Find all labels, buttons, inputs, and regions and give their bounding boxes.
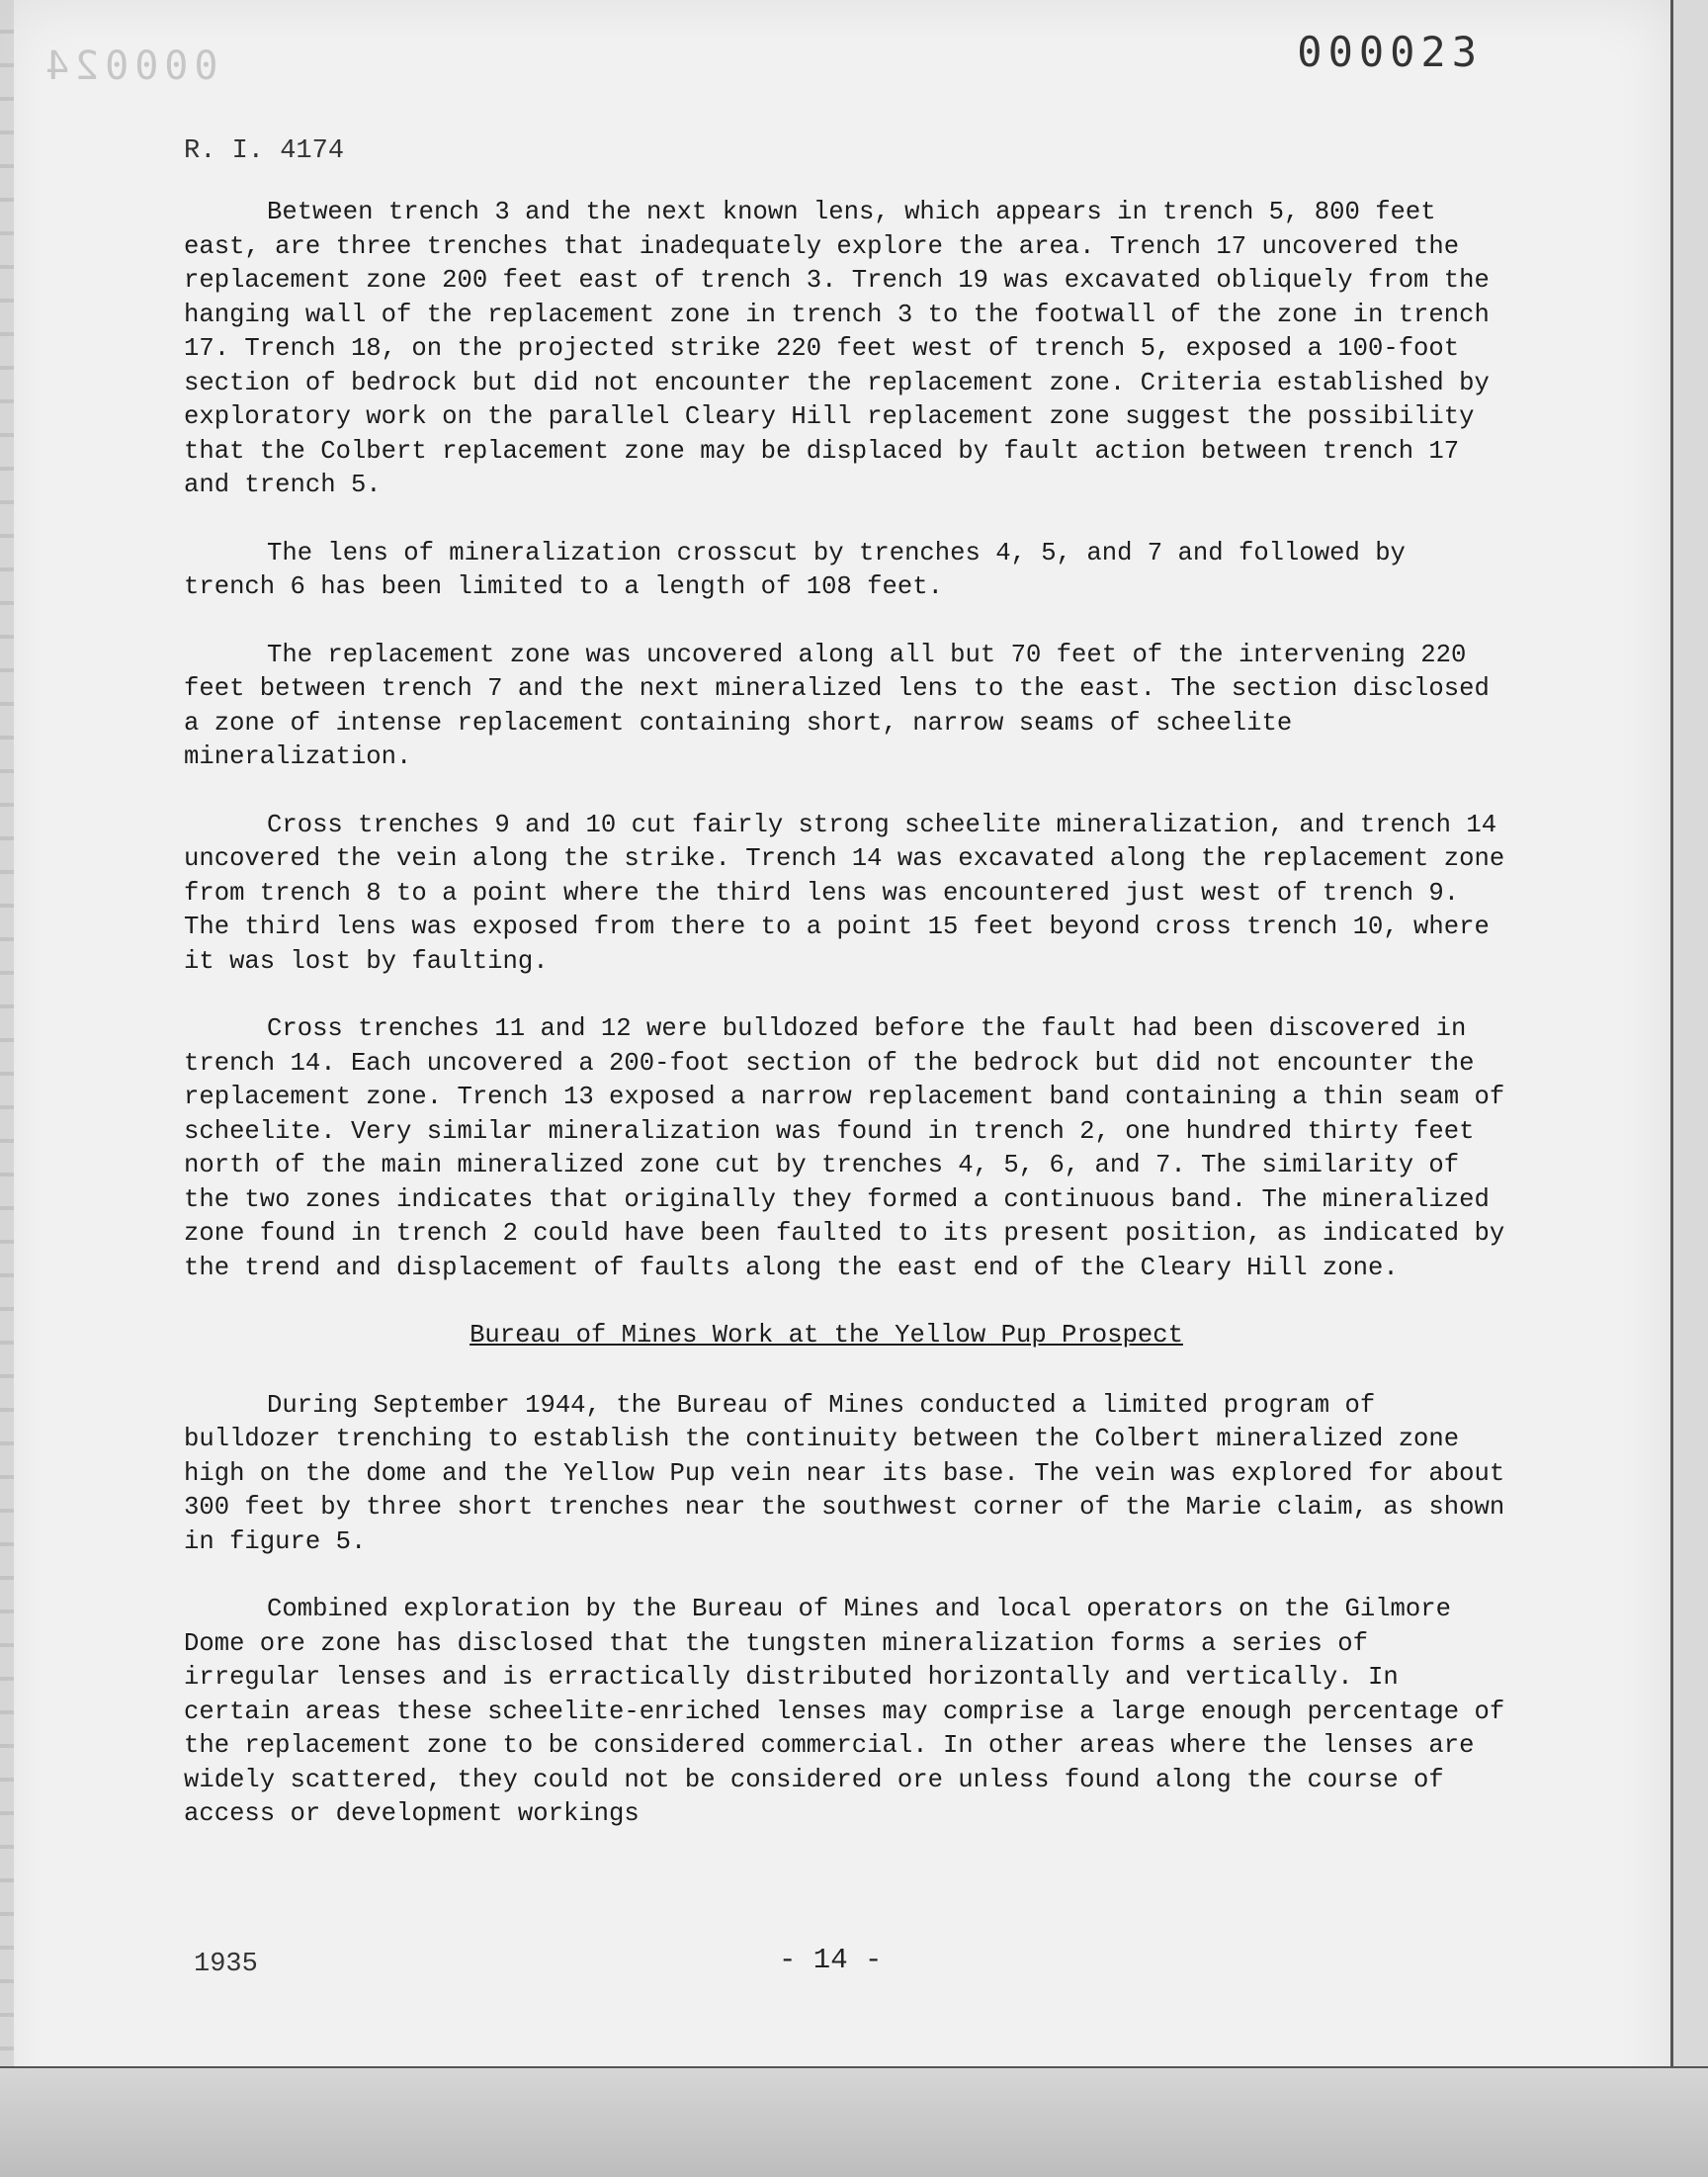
document-number: 000023: [1297, 28, 1483, 76]
paragraph: The lens of mineralization crosscut by trenches 4, 5, and 7 and followed by trench 6 has been limited to a length of 108 feet.: [184, 538, 1406, 601]
paragraph: Cross trenches 9 and 10 cut fairly strong scheelite mineralization, and trench 14 uncovered the vein along the strike. Trench 14 was excavated along the replacement zone from trench 8 to a point where the third lens was encountered just west of trench 9. The third lens was exposed from there to a point 15 feet beyond cross trench 10, where it was lost by faulting.: [184, 810, 1505, 976]
paragraph: Between trench 3 and the next known lens, which appears in trench 5, 800 feet east, are three trenches that inadequately explore the area. Trench 17 uncovered the replacement zone 200 feet east of trench 3. Trench 19 was excavated obliquely from the hanging wall of the replacement zone in trench 3 to the footwall of the zone in trench 17. Trench 18, on the projected strike 220 feet west of trench 5, exposed a 100-foot section of bedrock but did not encounter the replacement zone. Criteria established by exploratory work on the parallel Cleary Hill replacement zone suggest the possibility that the Colbert replacement zone may be displaced by fault action between trench 17 and trench 5.: [184, 198, 1490, 499]
page-number: - 14 -: [779, 1944, 883, 1976]
paragraph: The replacement zone was uncovered along all but 70 feet of the intervening 220 feet between trench 7 and the next mineralized lens to the east. The section disclosed a zone of intense replacement containing short, narrow seams of scheelite mineralization.: [184, 640, 1490, 771]
report-id: R. I. 4174: [184, 136, 345, 166]
body-text: [184, 196, 1508, 1866]
section-heading: Bureau of Mines Work at the Yellow Pup Prospect: [470, 1321, 1183, 1350]
ghost-document-number: 000024: [40, 44, 218, 89]
paragraph: Combined exploration by the Bureau of Mines and local operators on the Gilmore Dome ore zone has disclosed that the tungsten mineralization forms a series of irregular lenses and is erractically distributed horizontally and vertically. In certain areas these scheelite-enriched lenses may comprise a large enough percentage of the replacement zone to be considered commercial. In other areas where the lenses are widely scattered, they could not be considered ore unless found along the course of access or development workings: [184, 1595, 1505, 1828]
paragraph: Cross trenches 11 and 12 were bulldozed before the fault had been discovered in trench 14. Each uncovered a 200-foot section of the bedrock but did not encounter the replacement zone. Trench 13 exposed a narrow replacement band containing a thin seam of scheelite. Very similar mineralization was found in trench 2, one hundred thirty feet north of the main mineralized zone cut by trenches 4, 5, 6, and 7. The similarity of the two zones indicates that originally they formed a continuous band. The mineralized zone found in trench 2 could have been faulted to its present position, as indicated by the trend and displacement of faults along the east end of the Cleary Hill zone.: [184, 1014, 1505, 1282]
paragraph: During September 1944, the Bureau of Mines conducted a limited program of bulldozer trenching to establish the continuity between the Colbert mineralized zone high on the dome and the Yellow Pup vein near its base. The vein was explored for about 300 feet by three short trenches near the southwest corner of the Marie claim, as shown in figure 5.: [184, 1390, 1505, 1556]
footer-number: 1935: [194, 1950, 258, 1979]
scan-bottom-edge: [0, 2066, 1708, 2177]
binding-edge: [0, 0, 14, 2076]
